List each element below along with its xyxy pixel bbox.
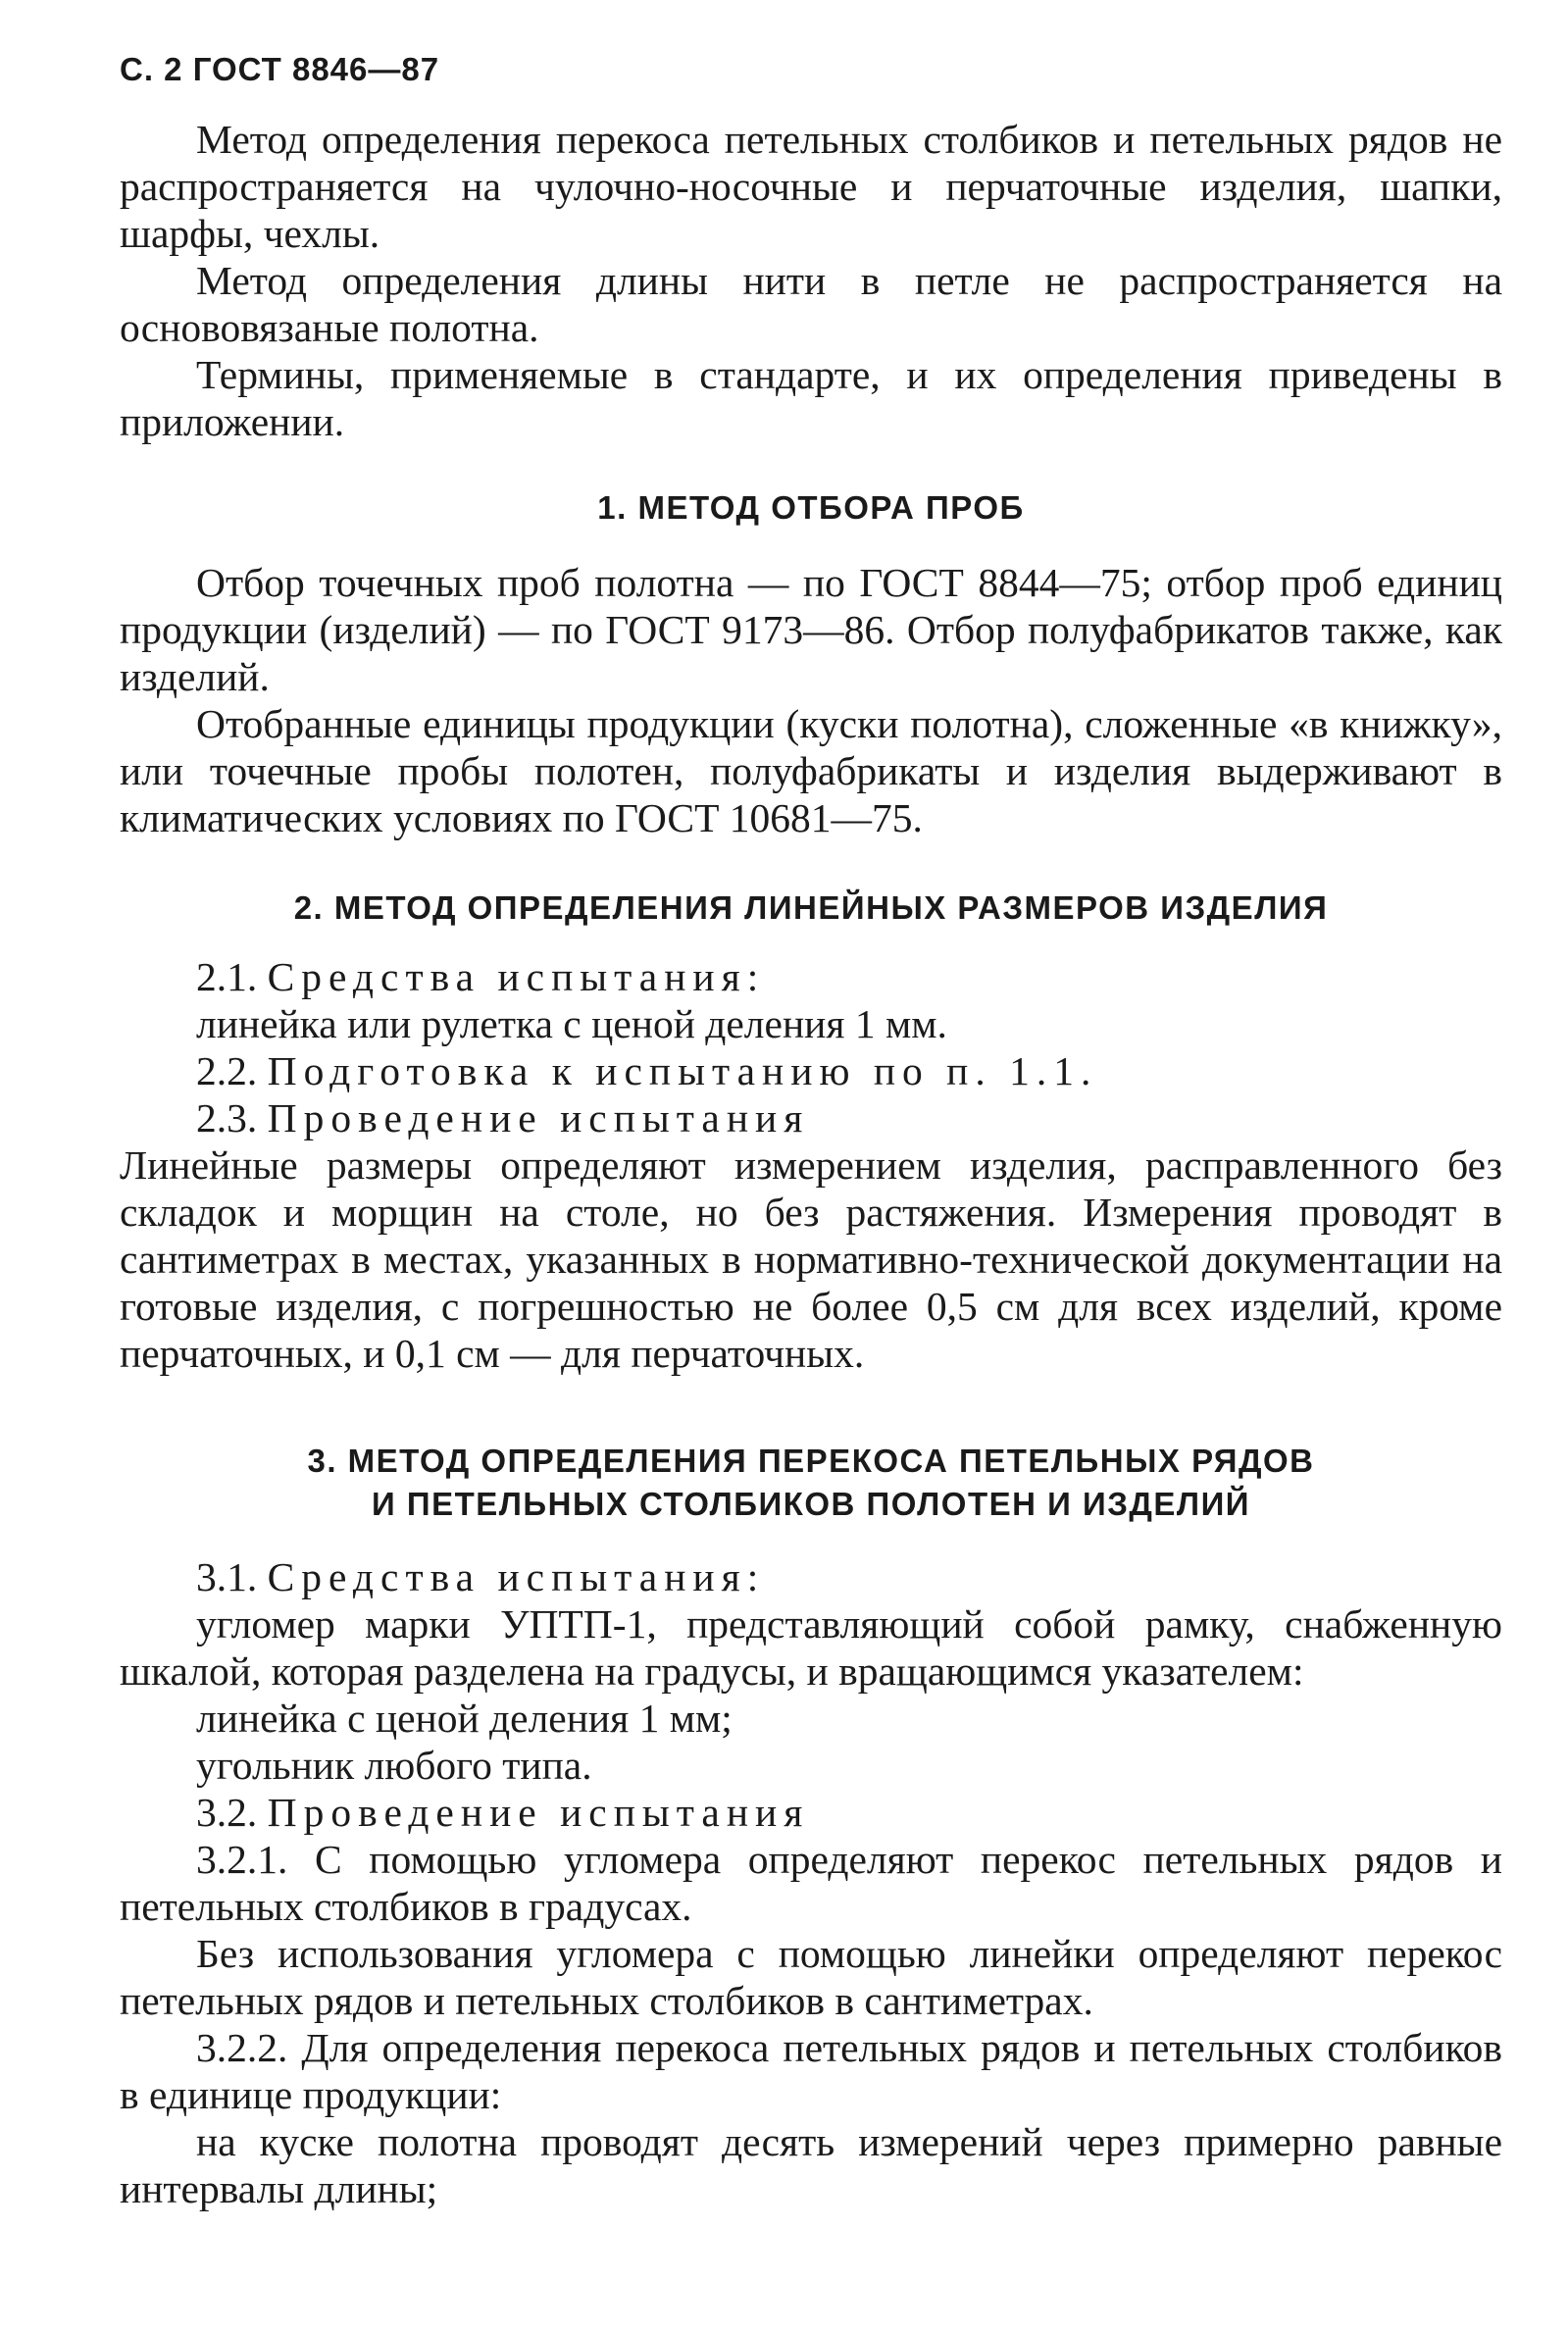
clause-2-2-number: 2.2. [196,1048,258,1093]
clause-2-1-text: линейка или рулетка с ценой деления 1 мм. [196,1001,947,1046]
clause-2-1-number: 2.1. [196,954,258,999]
clause-2-1 [120,953,1502,1000]
section-3-title [120,1440,1502,1526]
document-body [120,116,1502,2212]
clause-2-2 [120,1047,1502,1094]
intro-paragraph-3: Термины, применяемые в стандарте, и их определения приведены в приложении. [120,352,1502,444]
clause-3-1-title: Средства испытания: [267,1554,766,1599]
section-3-title-line-1: 3. МЕТОД ОПРЕДЕЛЕНИЯ ПЕРЕКОСА ПЕТЕЛЬНЫХ РЯДОВ [307,1443,1315,1479]
clause-3-2-title: Проведение испытания [267,1790,810,1835]
intro-paragraph-2: Метод определения длины нити в петле не распространяется на основовязаные полотна. [120,258,1502,350]
clause-3-2-1-continued: Без использования угломера с помощью линейки определяют перекос петельных рядов и петельных столбиков в сантиметрах. [120,1931,1502,2023]
clause-3-1-item-2: линейка с ценой деления 1 мм; [196,1696,733,1741]
section-2-title: 2. МЕТОД ОПРЕДЕЛЕНИЯ ЛИНЕЙНЫХ РАЗМЕРОВ ИЗДЕЛИЯ [293,889,1329,926]
clause-3-1-number: 3.1. [196,1554,258,1599]
clause-2-3-number: 2.3. [196,1095,258,1140]
clause-3-2-2: 3.2.2. Для определения перекоса петельных рядов и петельных столбиков в единице продукции: [120,2025,1502,2117]
clause-3-2-number: 3.2. [196,1790,258,1835]
section-1-title: 1. МЕТОД ОТБОРА ПРОБ [597,489,1025,526]
section-3-title-line-2: И ПЕТЕЛЬНЫХ СТОЛБИКОВ ПОЛОТЕН И ИЗДЕЛИЙ [371,1486,1251,1522]
clause-2-3 [120,1094,1502,1141]
section-1-paragraph-1: Отбор точечных проб полотна — по ГОСТ 8844—75; отбор проб единиц продукции (изделий) — по ГОСТ 9173—86. Отбор полуфабрикатов также, как изделий. [120,560,1502,699]
clause-3-2-1: 3.2.1. С помощью угломера определяют перекос петельных рядов и петельных столбиков в градусах. [120,1837,1502,1929]
clause-3-2 [120,1789,1502,1836]
section-1-paragraph-2: Отобранные единицы продукции (куски полотна), сложенные «в книжку», или точечные пробы полотен, полуфабрикаты и изделия выдерживают в климатических условиях по ГОСТ 10681—75. [120,701,1502,840]
clause-3-1-item-3: угольник любого типа. [196,1743,592,1788]
intro-paragraph-1: Метод определения перекоса петельных столбиков и петельных рядов не распространяется на чулочно-носочные и перчаточные изделия, шапки, шарфы, чехлы. [120,117,1502,256]
clause-2-3-title: Проведение испытания [267,1095,810,1140]
clause-2-3-text: Линейные размеры определяют измерением изделия, расправленного без складок и морщин на столе, но без растяжения. Измерения проводят в сантиметрах в местах, указанных в нормативно-технической документации на готовые изделия, с погрешностью не более 0,5 см для всех изделий, кроме перчаточных, и 0,1 см — для перчаточных. [120,1142,1502,1376]
page-header: С. 2 ГОСТ 8846—87 [120,51,440,87]
clause-2-2-title: Подготовка к испытанию по п. 1.1. [267,1048,1098,1093]
clause-3-1 [120,1553,1502,1600]
clause-3-1-item-1: угломер марки УПТП-1, представляющий собой рамку, снабженную шкалой, которая разделена на градусы, и вращающимся указателем: [120,1601,1502,1694]
clause-2-1-title: Средства испытания: [267,954,766,999]
clause-3-2-2-continued: на куске полотна проводят десять измерений через примерно равные интервалы длины; [120,2119,1502,2211]
